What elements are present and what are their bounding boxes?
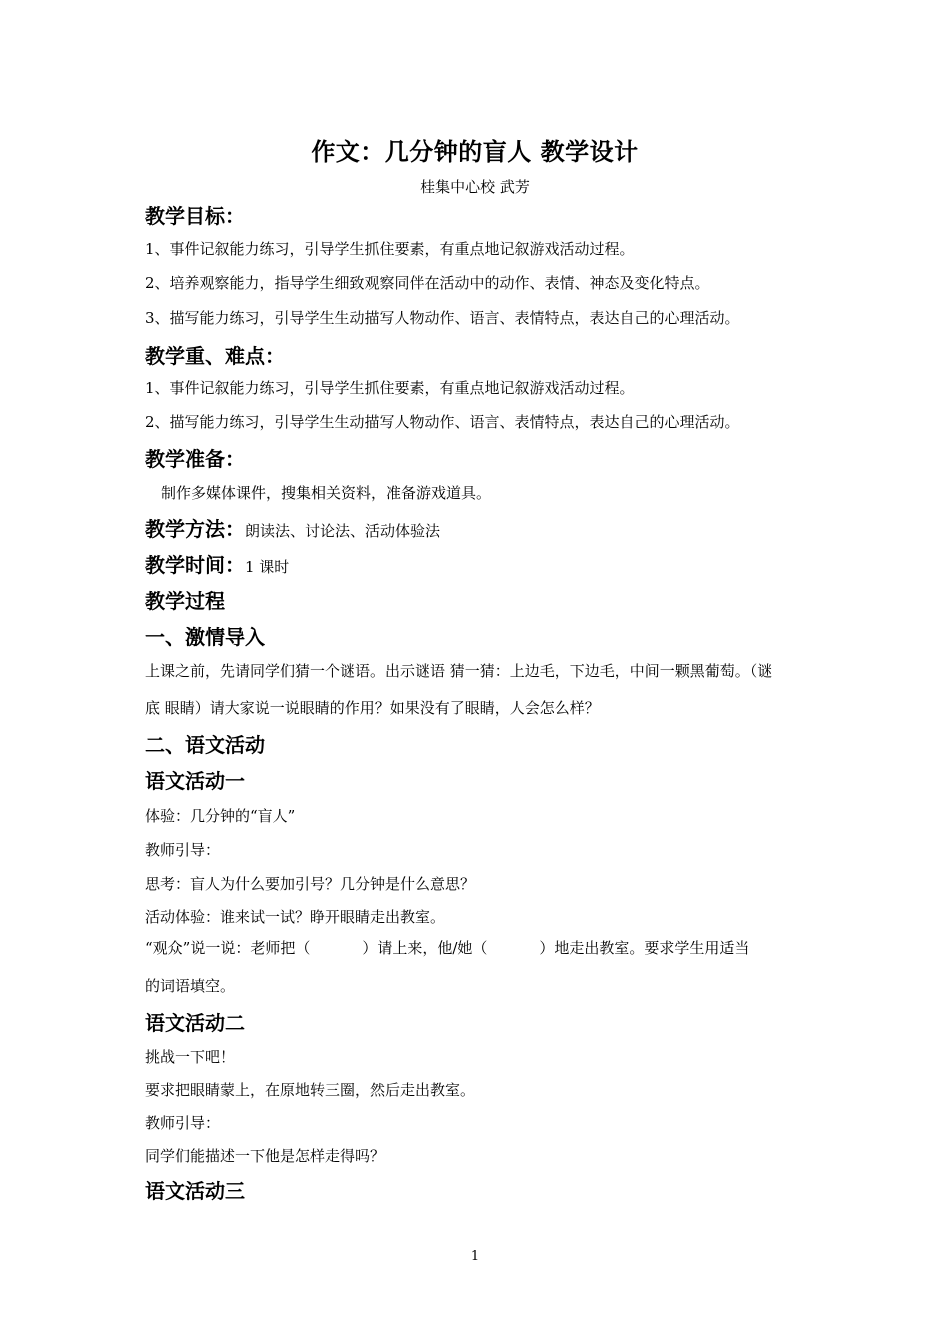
activity-2-line-3: 教师引导： (145, 1114, 221, 1132)
activity-2-line-1: 挑战一下吧！ (145, 1048, 236, 1066)
time-line (145, 549, 289, 578)
document-title: 作文：几分钟的盲人 教学设计 (311, 138, 639, 166)
activity-1-fill-in-line (145, 937, 749, 958)
preparation-text: 制作多媒体课件，搜集相关资料，准备游戏道具。 (161, 484, 492, 502)
goal-item-2: 2、培养观察能力，指导学生细致观察同伴在活动中的动作、表情、神态及变化特点。 (145, 274, 710, 292)
methods-text: 朗读法、讨论法、活动体验法 (245, 522, 441, 540)
intro-text-line-2: 底 眼睛）请大家说一说眼睛的作用？如果没有了眼睛，人会怎么样？ (145, 699, 600, 717)
activity-1-line-3: 思考：盲人为什么要加引号？几分钟是什么意思？ (145, 875, 476, 893)
fill-part-3: ）地走出教室。要求学生用适当 (539, 939, 750, 957)
key-point-item-1: 1、事件记叙能力练习，引导学生抓住要素，有重点地记叙游戏活动过程。 (145, 379, 635, 397)
activities-heading: 二、语文活动 (145, 733, 265, 757)
activity-1-line-2: 教师引导： (145, 841, 221, 859)
methods-line (145, 513, 440, 542)
goals-heading: 教学目标： (145, 204, 245, 228)
time-text: 1 课时 (245, 558, 290, 576)
process-heading: 教学过程 (145, 589, 225, 613)
activity-2-heading: 语文活动二 (145, 1011, 245, 1035)
activity-2-line-2: 要求把眼睛蒙上，在原地转三圈，然后走出教室。 (145, 1081, 476, 1099)
activity-1-line-4: 活动体验：谁来试一试？睁开眼睛走出教室。 (145, 908, 446, 926)
activity-2-line-4: 同学们能描述一下他是怎样走得吗？ (145, 1147, 386, 1165)
goal-item-1: 1、事件记叙能力练习，引导学生抓住要素，有重点地记叙游戏活动过程。 (145, 240, 635, 258)
intro-text-line-1: 上课之前，先请同学们猜一个谜语。出示谜语 猜一猜：上边毛，下边毛，中间一颗黑葡萄。（谜 (145, 662, 773, 680)
activity-1-line-1: 体验：几分钟的“盲人” (145, 807, 296, 825)
time-heading: 教学时间： (145, 553, 245, 577)
activity-1-fill-in-line-2: 的词语填空。 (145, 977, 236, 995)
key-points-heading: 教学重、难点： (145, 344, 285, 368)
page-number: 1 (470, 1249, 480, 1264)
author-line: 桂集中心校 武芳 (420, 178, 530, 196)
activity-3-heading: 语文活动三 (145, 1179, 245, 1203)
methods-heading: 教学方法： (145, 517, 245, 541)
intro-heading: 一、激情导入 (145, 625, 265, 649)
fill-part-1: “观众”说一说：老师把（ (145, 939, 311, 957)
key-point-item-2: 2、描写能力练习，引导学生生动描写人物动作、语言、表情特点，表达自己的心理活动。 (145, 413, 740, 431)
preparation-heading: 教学准备： (145, 447, 245, 471)
activity-1-heading: 语文活动一 (145, 769, 245, 793)
goal-item-3: 3、描写能力练习，引导学生生动描写人物动作、语言、表情特点，表达自己的心理活动。 (145, 309, 740, 327)
fill-part-2: ）请上来，他/她（ (362, 939, 488, 957)
